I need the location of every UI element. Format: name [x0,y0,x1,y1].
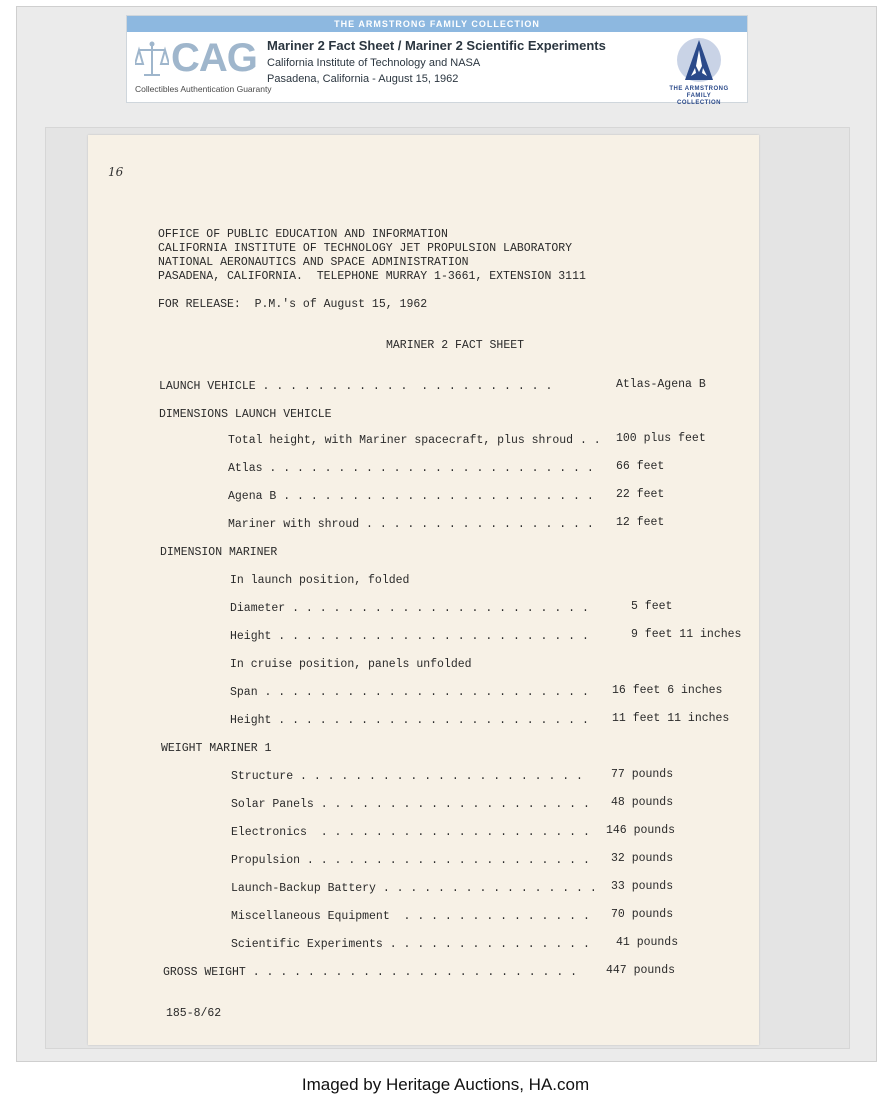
document-code: 185-8/62 [166,1007,222,1020]
section-heading: DIMENSION MARINER [160,546,278,559]
row-label: Structure . . . . . . . . . . . . . . . . . . . . . [231,770,583,783]
item-title: Mariner 2 Fact Sheet / Mariner 2 Scientific Experiments [267,38,606,53]
row-label: Agena B . . . . . . . . . . . . . . . . . . . . . . . [228,490,594,503]
row-value: 5 feet [631,600,673,613]
row-label: Atlas . . . . . . . . . . . . . . . . . . . . . . . . [228,462,594,475]
row-label: Miscellaneous Equipment . . . . . . . . . . . . . . [231,910,590,923]
row-value: 66 feet [616,460,665,473]
row-value: 48 pounds [611,796,674,809]
image-credit: Imaged by Heritage Auctions, HA.com [301,1075,590,1094]
row-label: Launch-Backup Battery . . . . . . . . . . . . . . . . [231,882,597,895]
row-label: Height . . . . . . . . . . . . . . . . . . . . . . . [230,714,589,727]
rocket-moon-icon [665,36,733,86]
scales-of-justice-icon [135,40,169,80]
handwritten-mark: 16 [108,165,124,179]
row-value: 22 feet [616,488,665,501]
cag-tagline: Collectibles Authentication Guaranty [135,84,272,94]
armstrong-family-logo [665,36,733,106]
section-heading: DIMENSIONS LAUNCH VEHICLE [159,408,332,421]
row-value: 41 pounds [616,936,679,949]
header-line: NATIONAL AERONAUTICS AND SPACE ADMINISTRATION [158,256,469,269]
release-line: FOR RELEASE: P.M.'s of August 15, 1962 [158,298,428,311]
row-value: 9 feet 11 inches [631,628,742,641]
row-label: Height . . . . . . . . . . . . . . . . . . . . . . . [230,630,589,643]
row-value: 33 pounds [611,880,674,893]
item-place-date: Pasadena, California - August 15, 1962 [267,73,459,85]
row-label: Span . . . . . . . . . . . . . . . . . . . . . . . . [230,686,589,699]
row-value: 32 pounds [611,852,674,865]
family-logo-text: THE ARMSTRONG FAMILY COLLECTION [669,86,729,106]
cag-wordmark: CAG [171,36,257,80]
header-line: OFFICE OF PUBLIC EDUCATION AND INFORMATION [158,228,448,241]
fact-sheet-page [88,135,759,1045]
row-value: 77 pounds [611,768,674,781]
header-line: CALIFORNIA INSTITUTE OF TECHNOLOGY JET PROPULSION LABORATORY [158,242,573,255]
collection-band: THE ARMSTRONG FAMILY COLLECTION [127,16,747,32]
row-value: 12 feet [616,516,665,529]
section-heading: WEIGHT MARINER 1 [161,742,272,755]
row-label: Electronics . . . . . . . . . . . . . . . . . . . . [231,826,590,839]
row-label: Diameter . . . . . . . . . . . . . . . . . . . . . . [230,602,589,615]
document-title: MARINER 2 FACT SHEET [386,339,525,352]
subsection-heading: In launch position, folded [230,574,410,587]
cag-logo [135,36,272,98]
total-label: GROSS WEIGHT . . . . . . . . . . . . . . . . . . . . . . . . [163,966,578,979]
row-value: 146 pounds [606,824,676,837]
row-label: Propulsion . . . . . . . . . . . . . . . . . . . . . [231,854,590,867]
row-value: 11 feet 11 inches [612,712,730,725]
total-value: 447 pounds [606,964,676,977]
header-line: PASADENA, CALIFORNIA. TELEPHONE MURRAY 1-3661, EXTENSION 3111 [158,270,586,283]
row-label: Scientific Experiments . . . . . . . . . . . . . . . [231,938,590,951]
row-value: 16 feet 6 inches [612,684,723,697]
label-description [267,38,657,85]
row-value: 70 pounds [611,908,674,921]
row-label: Total height, with Mariner spacecraft, plus shroud . . [228,434,601,447]
row-value: Atlas-Agena B [616,378,706,391]
row-label: Solar Panels . . . . . . . . . . . . . . . . . . . . [231,798,590,811]
row-label: LAUNCH VEHICLE . . . . . . . . . . . . . . . . . . . . . [159,380,553,393]
grading-label [126,15,748,106]
item-issuer: California Institute of Technology and NASA [267,57,481,69]
row-label: Mariner with shroud . . . . . . . . . . . . . . . . . [228,518,594,531]
subsection-heading: In cruise position, panels unfolded [230,658,472,671]
row-value: 100 plus feet [616,432,706,445]
